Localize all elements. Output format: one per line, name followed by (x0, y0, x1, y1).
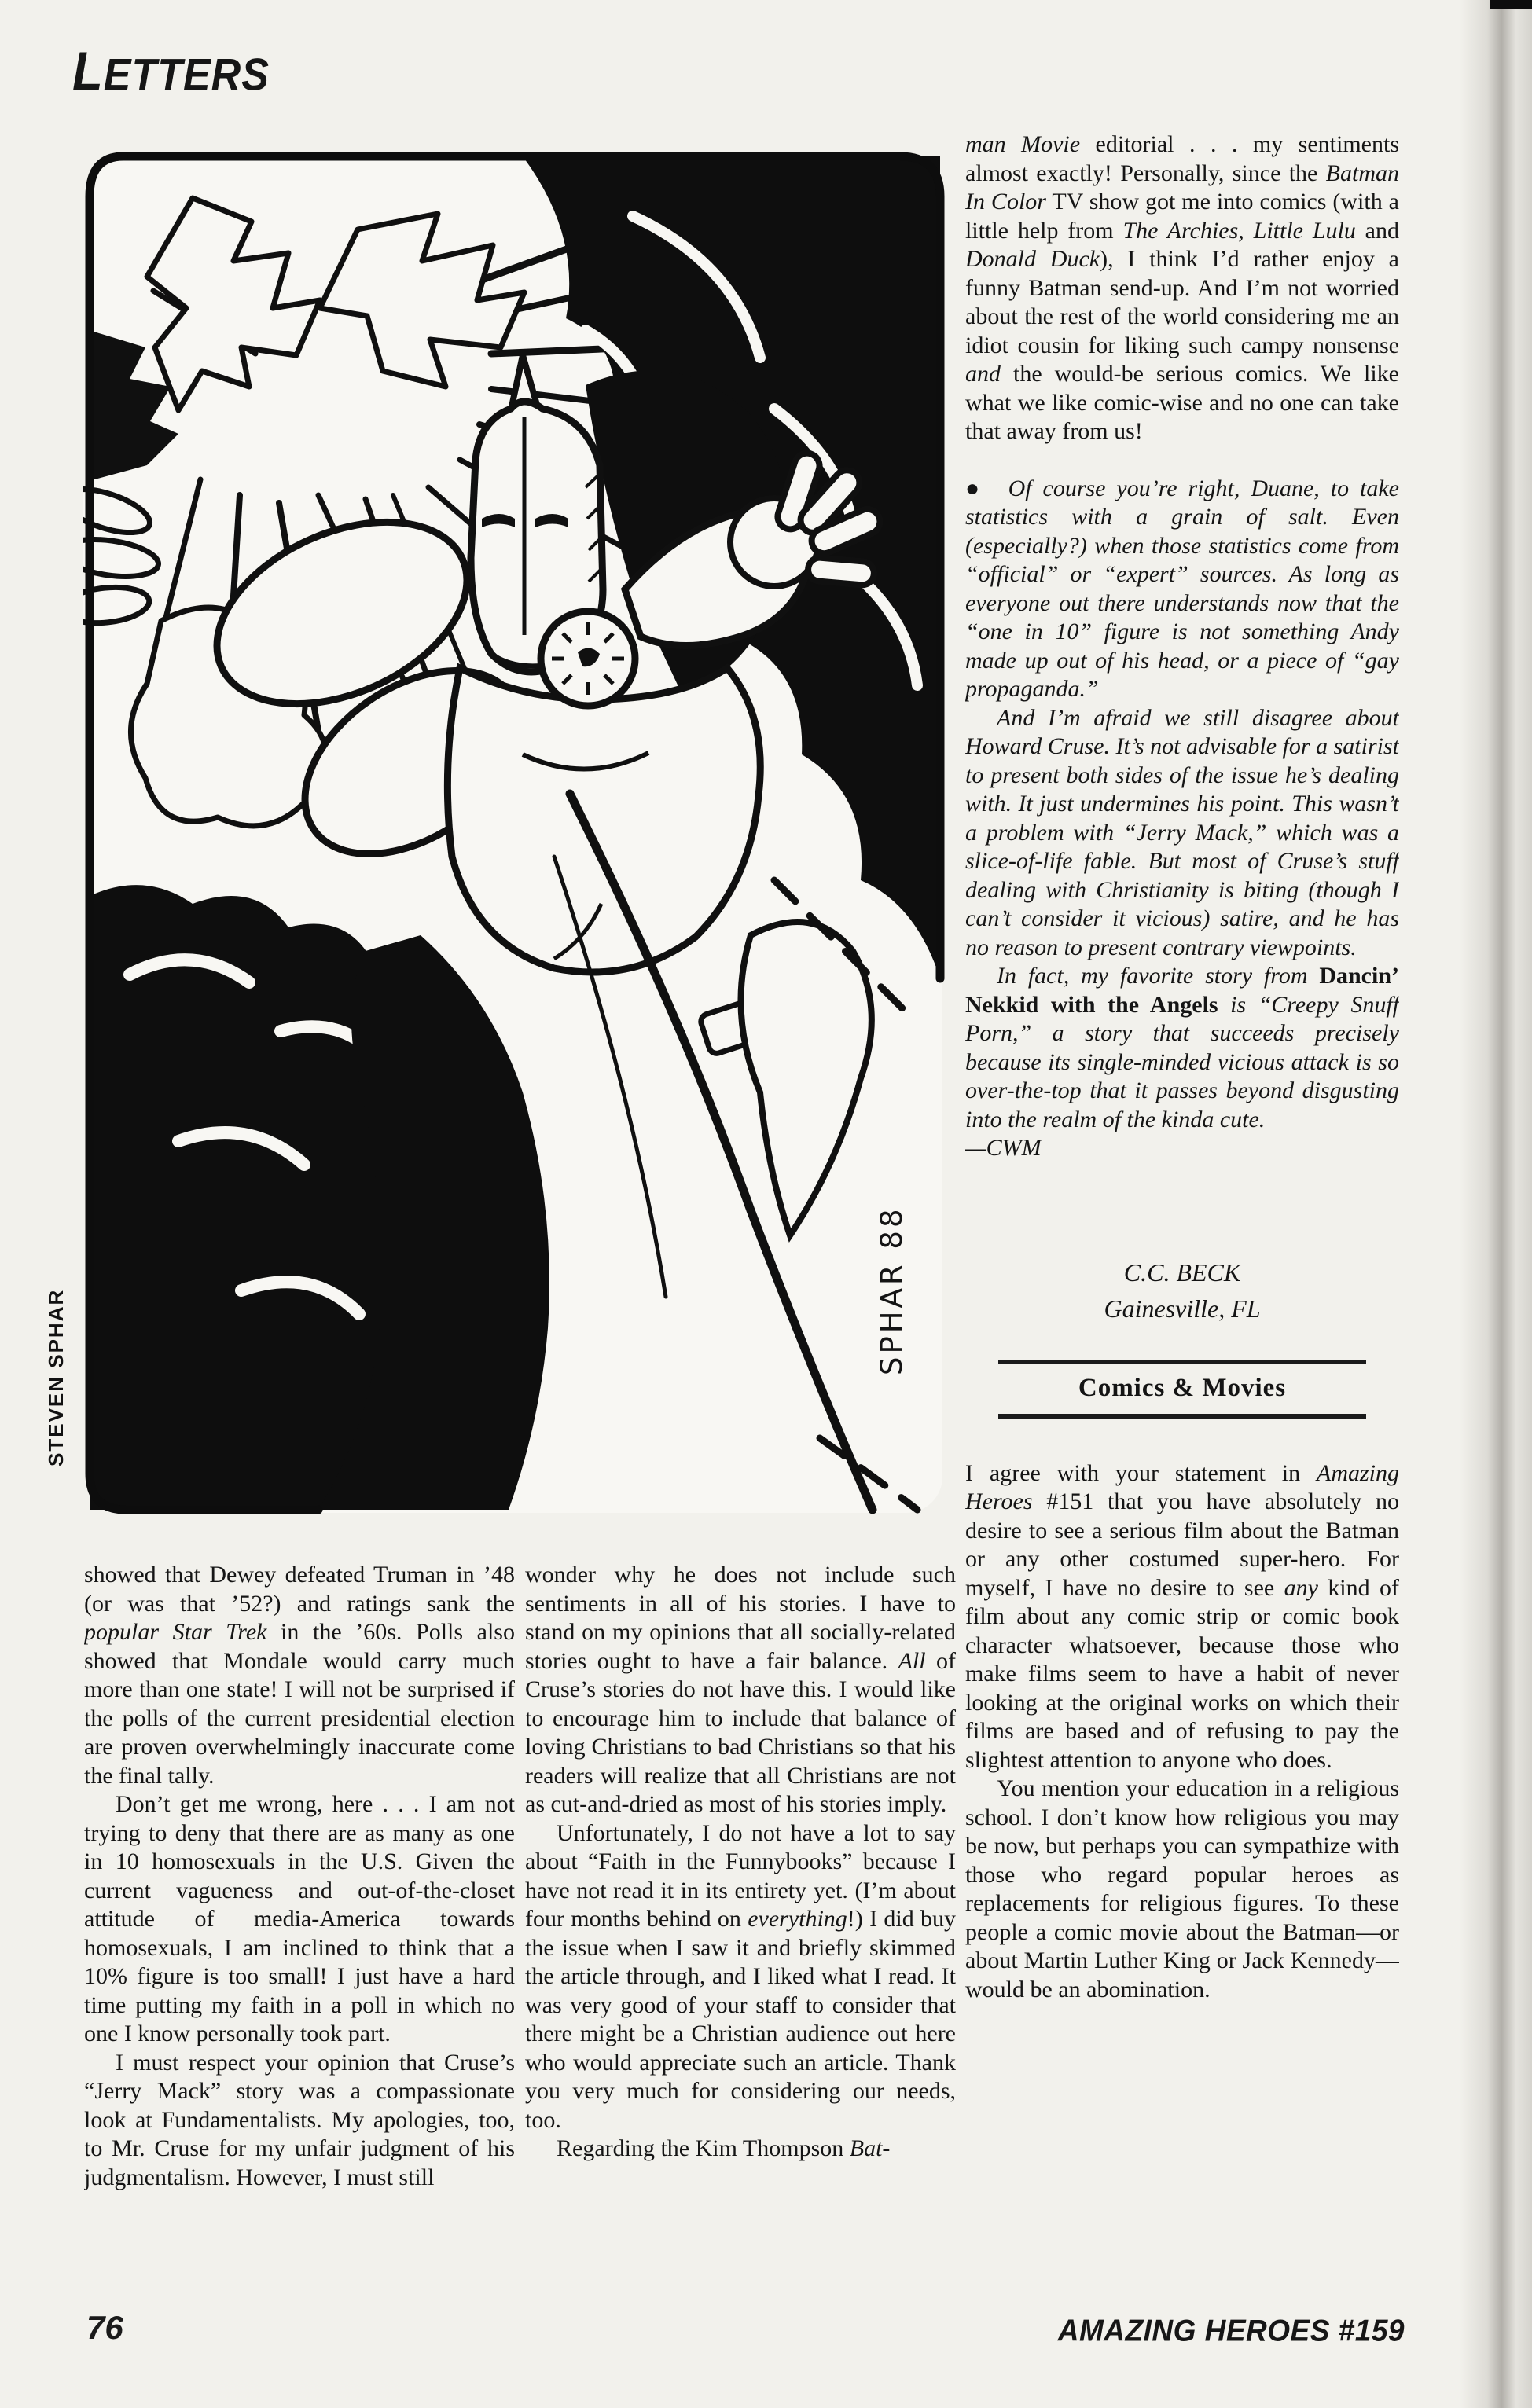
magazine-title: AMAZING HEROES #159 (1057, 2314, 1405, 2348)
letter-signature (965, 1254, 1399, 1327)
column-right (965, 130, 1399, 2306)
comic-art (83, 149, 947, 1518)
section-title: Comics & Movies (1078, 1373, 1287, 1402)
chest-emblem (541, 611, 635, 706)
comic-art-illustration (83, 149, 947, 1518)
signature-location: Gainesville, FL (1104, 1294, 1261, 1323)
editor-reply: ● Of course you’re right, Duane, to take statistics with a grain of salt. Even (especially?) when those statistics come from “official” or “expert” sources. As long as everyone out there understands now that the “one in 10” figure is not something Andy made up out of his head, or a piece of “gay propaganda.” And I’m afraid we still disagree about Howard Cruse. It’s not advisable for a satirist to present both sides of the issue he’s dealing with. It just undermines his point. This wasn’t a problem with “Jerry Mack,” which was a slice-of-life fable. But most of Cruse’s stuff dealing with Christianity is biting (though I can’t consider it vicious) satire, and he has no reason to present contrary viewpoints. In fact, my favorite story from Dancin’ Nekkid with the Angels is “Creepy Snuff Porn,” a story that succeeds precisely because its single-minded vicious attack is so over-the-top that it passes beyond disgusting into the realm of the kinda cute. —CWM (965, 475, 1399, 1161)
column-left: showed that Dewey defeated Truman in ’48 (or was that ’52?) and ratings sank the popular Star Trek in the ’60s. Polls also showed that Mondale would carry much more than one state! I will not be surprised if the polls of the current presidential election are proven overwhelmingly inaccurate come the final tally. Don’t get me wrong, here . . . I am not trying to deny that there are as many as one in 10 homosexuals in the U.S. Given the current vagueness and out-of-the-closet attitude of media-America towards homosexuals, I am inclined to think that a 10% figure is too small! I just have a hard time putting my faith in a poll in which no one I know personally took part. I must respect your opinion that Cruse’s “Jerry Mack” story was a compassionate look at Fundamentalists. My apologies, too, to Mr. Cruse for my unfair judgment of his judgmentalism. However, I must still (84, 1562, 515, 2190)
artist-signature: SPHAR 88 (875, 1206, 909, 1375)
page-title: LETTERS (72, 42, 270, 103)
letter-two: I agree with your statement in Amazing Heroes #151 that you have absolutely no desire to see a serious film about the Batman or any other costumed super-hero. For myself, I have no desire to see any kind of film about any comic strip or comic book character whatsoever, because those who make films seem to have a habit of never looking at the original works on which their films are based and of refusing to pay the slightest attention to anyone who does. You mention your education in a religious school. I don’t know how religious you may be now, but perhaps you can sympathize with those who regard popular heroes as replacements for religious figures. To these people a comic movie about the Batman—or about Martin Luther King or Jack Kennedy—would be an abomination. (965, 1459, 1399, 2002)
page-number: 76 (86, 2309, 123, 2346)
signature-name: C.C. BECK (1123, 1257, 1241, 1287)
artist-credit: STEVEN SPHAR (44, 1288, 68, 1466)
section-header (998, 1360, 1366, 1419)
letter-continuation: man Movie editorial . . . my sentiments almost exactly! Personally, since the Batman In Color TV show got me into comics (with a little help from The Archies, Little Lulu and Donald Duck), I think I’d rather enjoy a funny Batman send-up. And I’m not worried about the rest of the world considering me an idiot cousin for liking such campy nonsense and the would-be serious comics. We like what we like comic-wise and no one can take that away from us! (965, 131, 1399, 444)
column-middle: wonder why he does not include such sentiments in all of his stories. I have to stand on my opinions that all socially-related stories ought to have a fair balance. All of Cruse’s stories do not have this. I would like to encourage him to include that balance of loving Christians to bad Christians so that his readers will realize that all Christians are not as cut-and-dried as most of his stories imply. Unfortunately, I do not have a lot to say about “Faith in the Funnybooks” because I have not read it in its entirety yet. (I’m about four months behind on everything!) I did buy the issue when I saw it and briefly skimmed the article through, and I liked what I read. It was very good of your staff to consider that there might be a Christian audience out here who would appreciate such an article. Thank you very much for considering our needs, too. Regarding the Kim Thompson Bat- (525, 1562, 956, 2161)
scan-edge-shadow (1460, 0, 1532, 2408)
scan-corner-mark (1490, 0, 1532, 9)
